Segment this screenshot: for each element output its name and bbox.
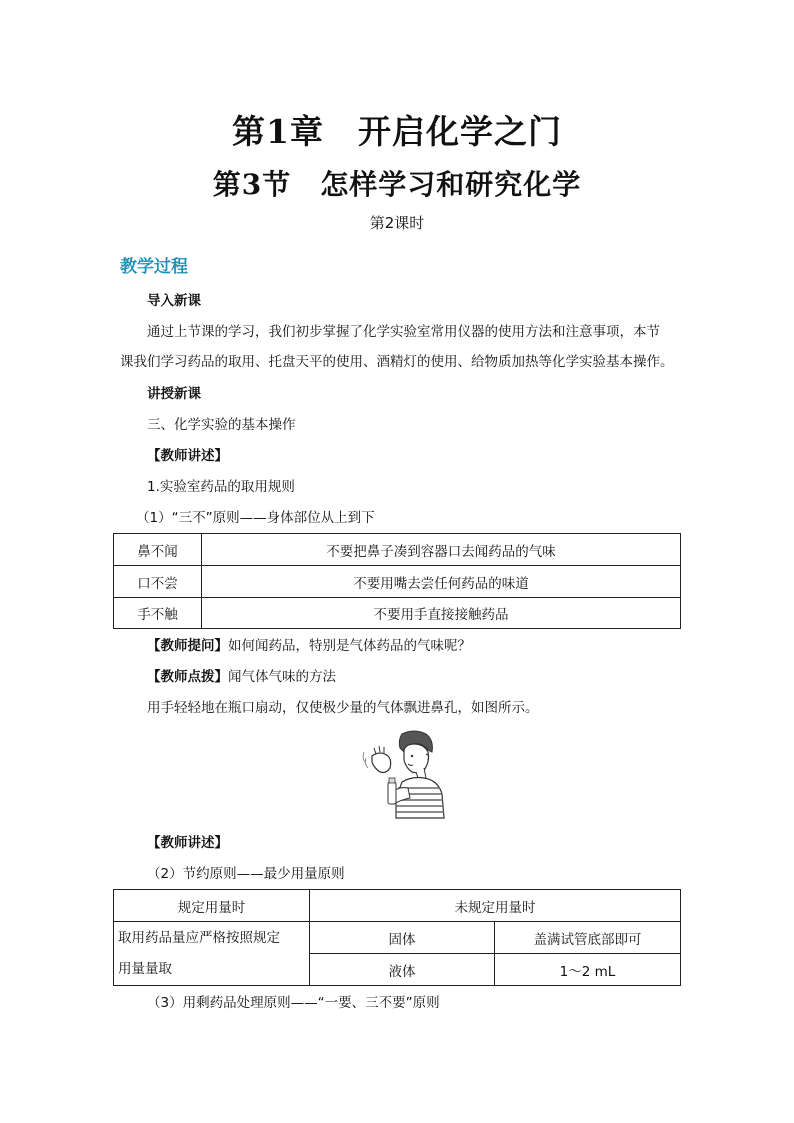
specified-rule-cell — [114, 922, 310, 986]
principle-two: （2）节约原则——最少用量原则 — [147, 866, 345, 882]
principle-three: （3）用剩药品处理原则——“一要、三不要”原则 — [147, 995, 440, 1011]
teacher-narration-tag-2: 【教师讲述】 — [147, 835, 228, 851]
liquid-amount: 1～2 mL — [495, 954, 681, 986]
tip-text: 闻气体气味的方法 — [228, 669, 336, 685]
table-cell-label: 手不触 — [114, 598, 202, 629]
item-three: 三、化学实验的基本操作 — [147, 417, 296, 433]
specified-rule-line1: 取用药品量应严格按照规定 — [118, 929, 280, 946]
intro-paragraph-line2: 课我们学习药品的取用、托盘天平的使用、酒精灯的使用、给物质加热等化学实验基本操作。 — [120, 354, 674, 370]
table-cell-text: 不要把鼻子凑到容器口去闻药品的气味 — [202, 534, 681, 566]
three-no-table — [113, 533, 681, 629]
new-lesson-heading: 讲授新课 — [147, 386, 201, 402]
dosage-table — [113, 889, 681, 986]
teacher-question-line — [147, 636, 471, 656]
header-specified: 规定用量时 — [114, 890, 310, 922]
question-text: 如何闻药品，特别是气体药品的气味呢？ — [228, 638, 471, 654]
specified-rule-line2: 用量量取 — [118, 960, 172, 977]
tip-tag: 【教师点拨】 — [147, 669, 228, 685]
table-cell-text: 不要用嘴去尝任何药品的味道 — [202, 566, 681, 598]
teacher-tip-line — [147, 667, 336, 687]
table-cell-label: 口不尝 — [114, 566, 202, 598]
question-tag: 【教师提问】 — [147, 638, 228, 654]
intro-paragraph-line1: 通过上节课的学习，我们初步掌握了化学实验室常用仪器的使用方法和注意事项，本节 — [147, 324, 660, 340]
solid-amount: 盖满试管底部即可 — [495, 922, 681, 954]
teacher-narration-tag: 【教师讲述】 — [147, 448, 228, 464]
teaching-process-heading: 教学过程 — [120, 257, 188, 277]
table-cell-label: 鼻不闻 — [114, 534, 202, 566]
wafting-illustration — [362, 728, 454, 820]
chapter-title: 第1章 开启化学之门 — [232, 112, 562, 151]
table-cell-text: 不要用手直接接触药品 — [202, 598, 681, 629]
smell-method-text: 用手轻轻地在瓶口扇动，仅使极少量的气体飘进鼻孔，如图所示。 — [147, 700, 539, 716]
section-title: 第3节 怎样学习和研究化学 — [212, 168, 582, 201]
solid-label: 固体 — [310, 922, 495, 954]
liquid-label: 液体 — [310, 954, 495, 986]
rule-one: 1.实验室药品的取用规则 — [147, 479, 295, 495]
principle-one: （1）“三不”原则——身体部位从上到下 — [136, 510, 375, 526]
intro-heading: 导入新课 — [147, 293, 201, 309]
header-unspecified: 未规定用量时 — [310, 890, 681, 922]
lesson-subtitle: 第2课时 — [369, 214, 425, 232]
